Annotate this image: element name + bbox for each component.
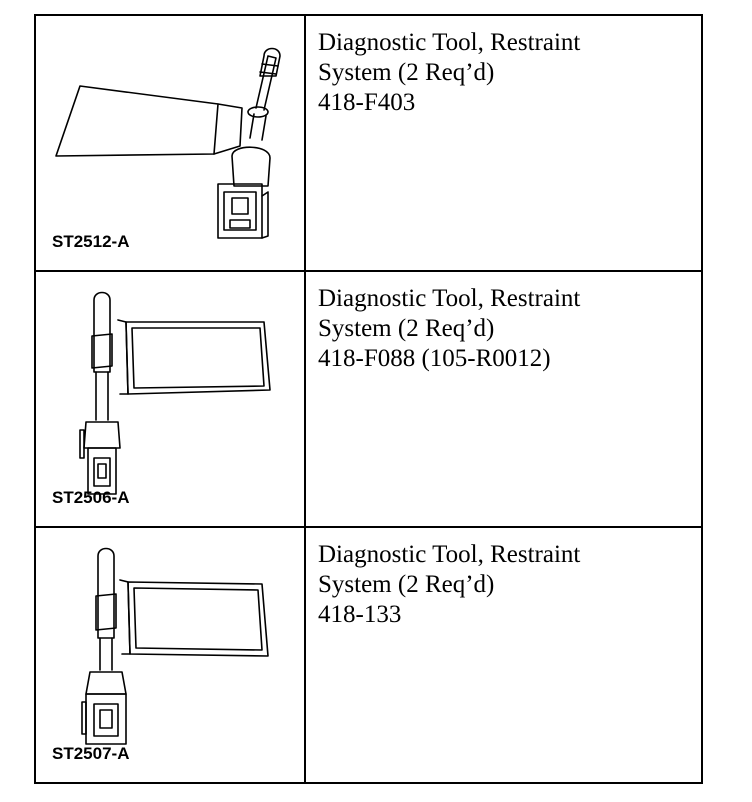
tool-quantity-line: System (2 Req’d) [318, 59, 495, 86]
tool-name-line: Diagnostic Tool, Restraint [318, 541, 581, 568]
tool-illustration-cell [35, 271, 305, 527]
special-tools-table [34, 14, 703, 784]
figure-label: ST2506-A [52, 488, 130, 507]
figure-label: ST2507-A [52, 744, 130, 763]
tool-part-number: 418-F088 (105-R0012) [318, 345, 551, 372]
tool-description-cell [305, 527, 702, 783]
tool-description-cell [305, 271, 702, 527]
tool-row [35, 527, 702, 783]
tool-row [35, 271, 702, 527]
tool-illustration-cell [35, 527, 305, 783]
tool-part-number: 418-F403 [318, 89, 416, 116]
tool-row [35, 15, 702, 271]
tool-name-line: Diagnostic Tool, Restraint [318, 285, 581, 312]
tool-part-number: 418-133 [318, 601, 402, 628]
figure-label: ST2512-A [52, 232, 130, 251]
tool-quantity-line: System (2 Req’d) [318, 315, 495, 342]
tool-quantity-line: System (2 Req’d) [318, 571, 495, 598]
tool-name-line: Diagnostic Tool, Restraint [318, 29, 581, 56]
tool-illustration-cell [35, 15, 305, 271]
tool-description-cell [305, 15, 702, 271]
